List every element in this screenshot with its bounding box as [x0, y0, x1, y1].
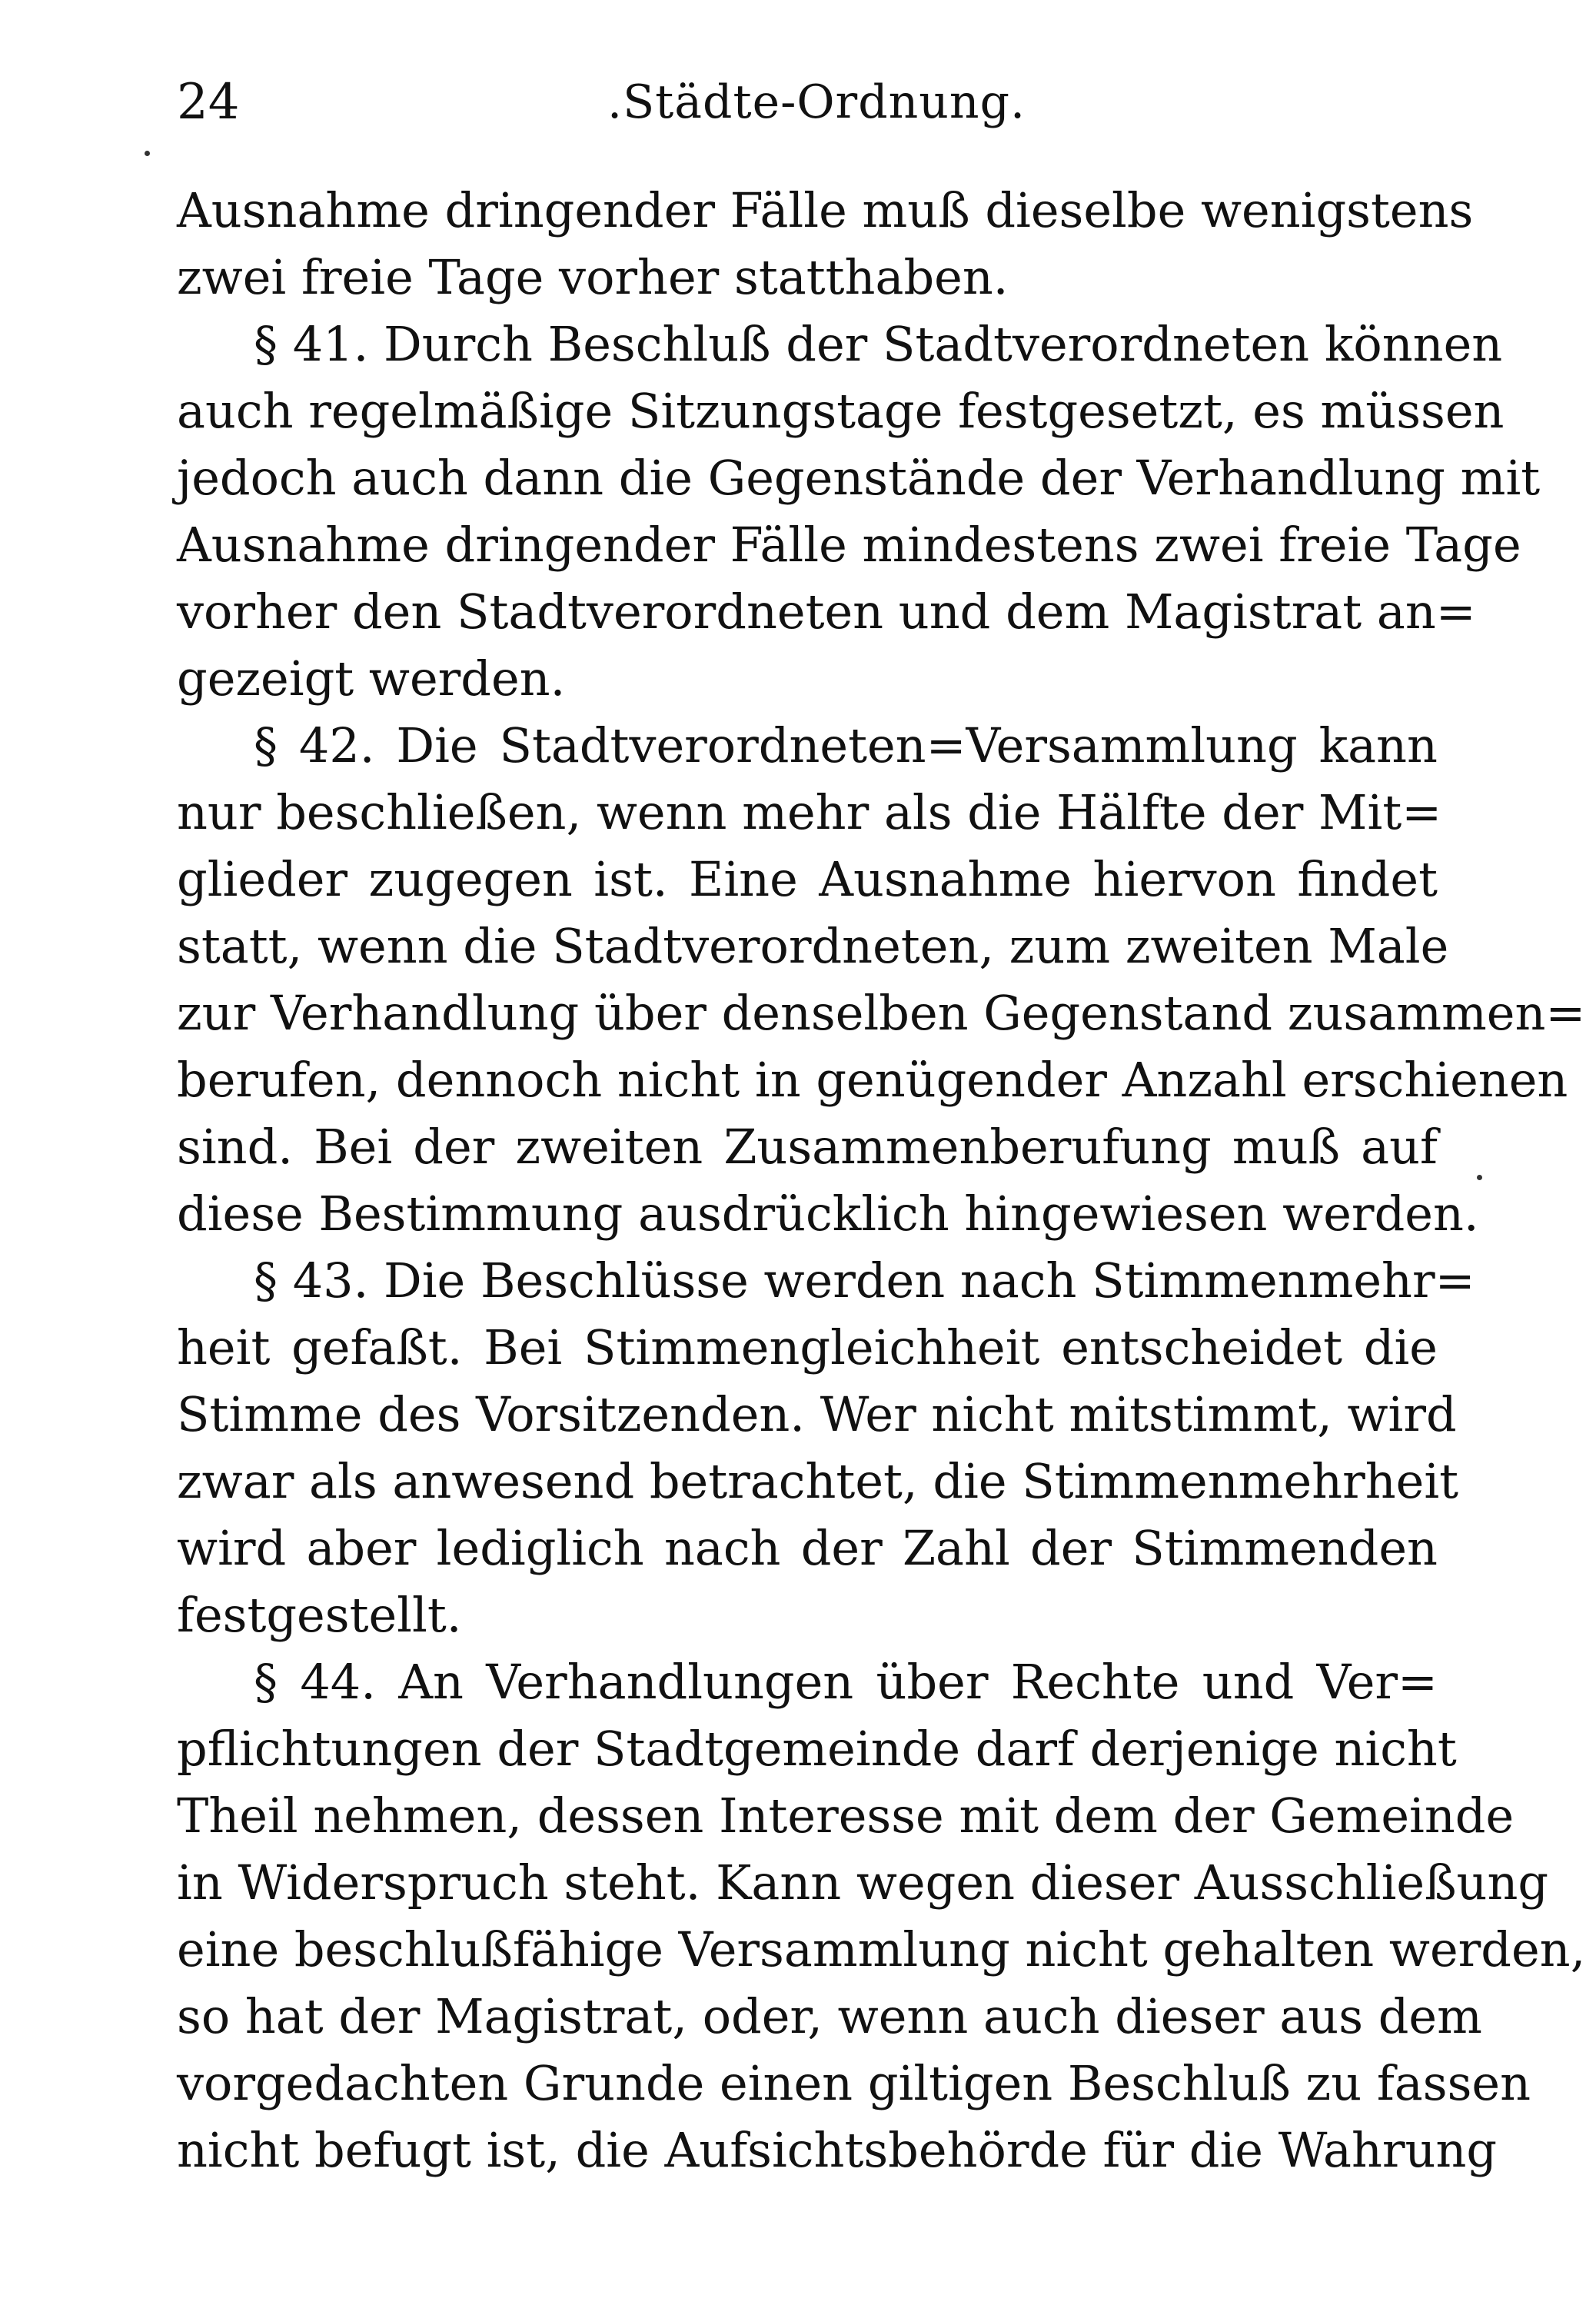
- running-title: .Städte-Ordnung.: [607, 75, 1026, 129]
- print-speck: [1477, 1175, 1482, 1180]
- text-line: Ausnahme dringender Fälle mindestens zwei freie Tage: [177, 517, 1521, 573]
- text-line: in Widerspruch steht. Kann wegen dieser Ausschließung: [177, 1854, 1549, 1911]
- text-line: nicht befugt ist, die Aufsichtsbehörde für die Wahrung: [177, 2122, 1498, 2178]
- running-head: [177, 68, 1438, 137]
- text-line: zur Verhandlung über denselben Gegenstand zusammen=: [177, 985, 1586, 1041]
- text-line: zwar als anwesend betrachtet, die Stimmenmehrheit: [177, 1453, 1459, 1509]
- text-line: § 41. Durch Beschluß der Stadtverordneten können: [254, 316, 1503, 372]
- page-number: 24: [177, 74, 240, 131]
- text-line: nur beschließen, wenn mehr als die Hälfte der Mit=: [177, 784, 1442, 840]
- text-line: eine beschlußfähige Versammlung nicht gehalten werden,: [177, 1921, 1586, 1977]
- text-line: Theil nehmen, dessen Interesse mit dem der Gemeinde: [177, 1788, 1515, 1844]
- body-text: [177, 177, 1586, 2184]
- text-line: Stimme des Vorsitzenden. Wer nicht mitstimmt, wird: [177, 1386, 1457, 1442]
- text-line: so hat der Magistrat, oder, wenn auch dieser aus dem: [177, 1988, 1482, 2044]
- text-line: berufen, dennoch nicht in genügender Anzahl erschienen: [177, 1052, 1568, 1108]
- text-line: § 43. Die Beschlüsse werden nach Stimmenmehr=: [254, 1252, 1475, 1309]
- text-line: § 42. Die Stadtverordneten=Versammlung kann: [254, 717, 1438, 773]
- text-line: jedoch auch dann die Gegenstände der Verhandlung mit: [177, 450, 1541, 506]
- text-line: sind. Bei der zweiten Zusammenberufung muß auf: [177, 1119, 1438, 1175]
- text-line: heit gefaßt. Bei Stimmengleichheit entscheidet die: [177, 1319, 1438, 1375]
- text-line: § 44. An Verhandlungen über Rechte und Ver=: [254, 1654, 1438, 1710]
- text-line: zwei freie Tage vorher statthaben.: [177, 249, 1009, 305]
- text-line: diese Bestimmung ausdrücklich hingewiesen werden.: [177, 1186, 1479, 1242]
- text-line: auch regelmäßige Sitzungstage festgesetzt, es müssen: [177, 383, 1505, 439]
- text-line: festgestellt.: [177, 1587, 462, 1643]
- text-line: gezeigt werden.: [177, 650, 566, 707]
- text-line: vorgedachten Grunde einen giltigen Beschluß zu fassen: [177, 2055, 1531, 2111]
- text-line: pflichtungen der Stadtgemeinde darf derjenige nicht: [177, 1721, 1457, 1777]
- print-speck: [145, 151, 150, 156]
- text-line: vorher den Stadtverordneten und dem Magistrat an=: [177, 584, 1476, 640]
- text-line: statt, wenn die Stadtverordneten, zum zweiten Male: [177, 918, 1449, 974]
- text-line: wird aber lediglich nach der Zahl der Stimmenden: [177, 1520, 1438, 1576]
- text-line: glieder zugegen ist. Eine Ausnahme hiervon findet: [177, 851, 1438, 907]
- text-line: Ausnahme dringender Fälle muß dieselbe wenigstens: [177, 182, 1474, 238]
